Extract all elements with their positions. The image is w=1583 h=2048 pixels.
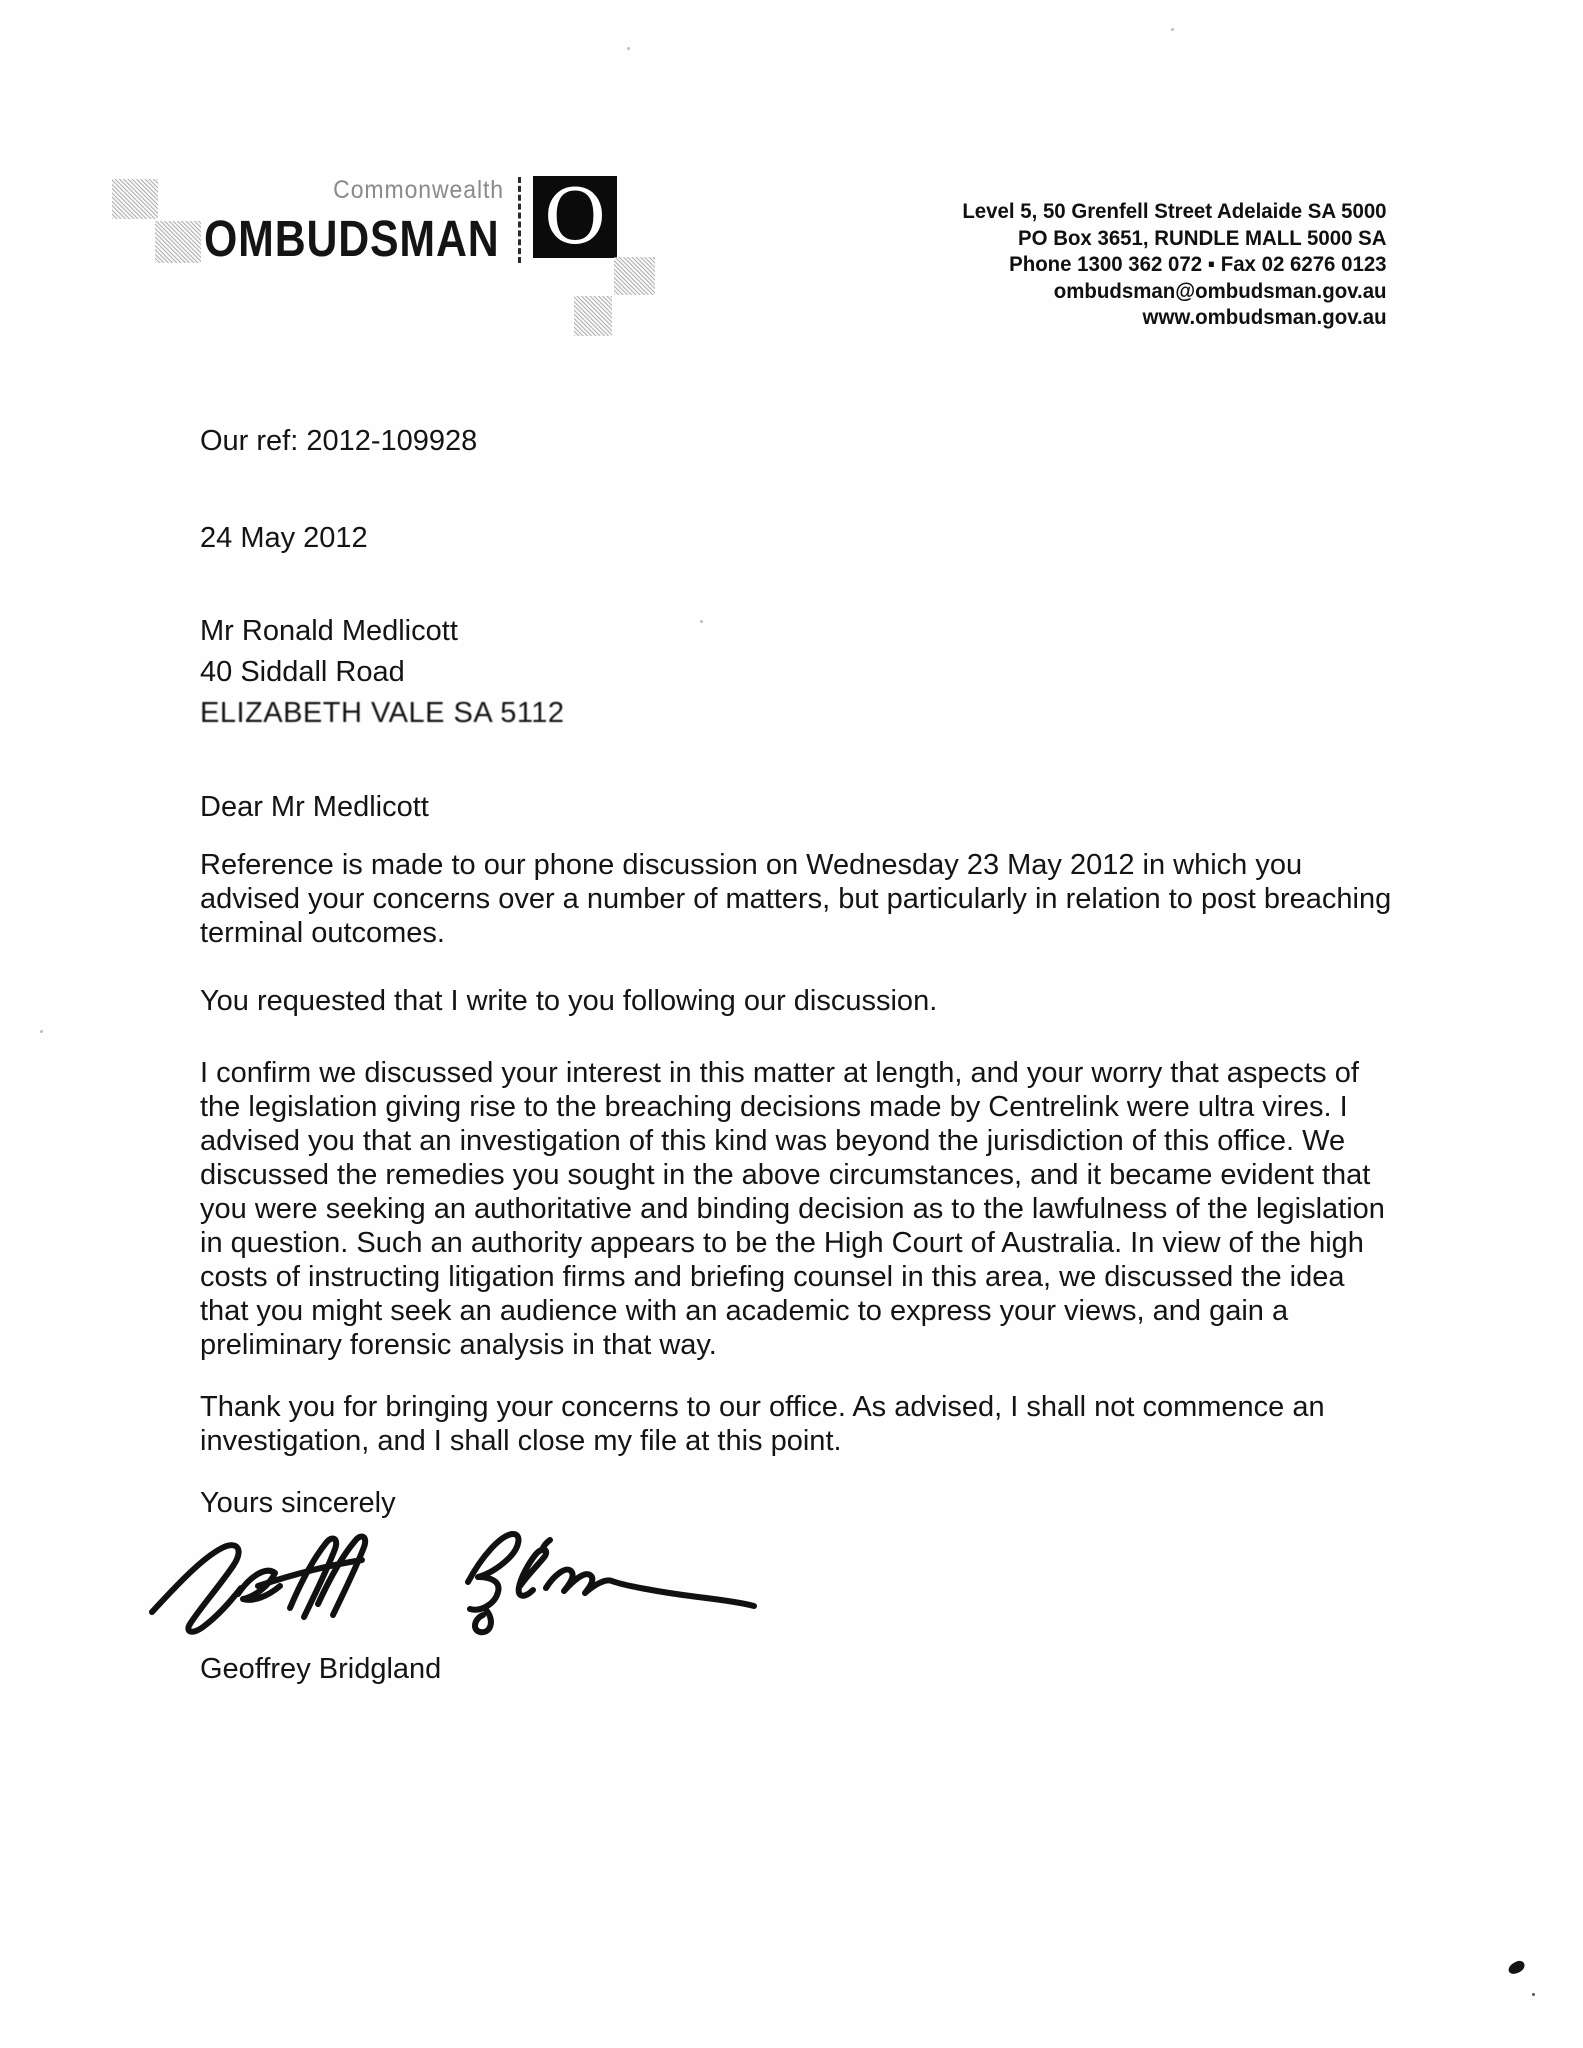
- text-line: Thank you for bringing your concerns to our office. As advised, I shall not commence an: [200, 1391, 1325, 1423]
- text-line: discussed the remedies you sought in the above circumstances, and it became evident that: [200, 1159, 1371, 1191]
- text-line: ELIZABETH VALE SA 5112: [200, 697, 565, 729]
- text-line: Mr Ronald Medlicott: [200, 615, 458, 647]
- logo-letter: O: [543, 172, 607, 261]
- text-line: ombudsman@ombudsman.gov.au: [1054, 278, 1387, 303]
- scan-speck: [40, 1030, 43, 1033]
- text-line: Reference is made to our phone discussion on Wednesday 23 May 2012 in which you: [200, 849, 1303, 881]
- closing-phrase: Yours sincerely: [200, 1487, 396, 1519]
- text-line: that you might seek an audience with an academic to express your views, and gain a: [200, 1295, 1289, 1327]
- text-line: preliminary forensic analysis in that way.: [200, 1329, 717, 1361]
- paragraph-3: [200, 1056, 1385, 1362]
- ombudsman-logo-icon: [533, 172, 617, 261]
- text-line: the legislation giving rise to the breaching decisions made by Centrelink were ultra vires. I: [200, 1091, 1348, 1123]
- text-line: advised you that an investigation of this kind was beyond the jurisdiction of this office. We: [200, 1125, 1346, 1157]
- dither-square-icon: [155, 221, 201, 263]
- brand-separator: [518, 177, 521, 263]
- text-line: you were seeking an authoritative and binding decision as to the lawfulness of the legislation: [200, 1193, 1385, 1225]
- text-line: 40 Siddall Road: [200, 656, 405, 688]
- text-line: I confirm we discussed your interest in this matter at length, and your worry that aspects of: [200, 1057, 1359, 1089]
- scan-speck: [1171, 28, 1174, 31]
- scan-speck: [700, 620, 703, 623]
- brand-commonwealth: Commonwealth: [333, 176, 504, 204]
- letterhead-contact-block: [963, 198, 1387, 331]
- text-line: PO Box 3651, RUNDLE MALL 5000 SA: [1018, 225, 1387, 250]
- text-line: You requested that I write to you following our discussion.: [200, 985, 938, 1017]
- recipient-address: [200, 611, 565, 734]
- ink-speck: [1532, 1993, 1535, 1996]
- text-line: Phone 1300 362 072 ▪ Fax 02 6276 0123: [1009, 252, 1387, 276]
- dither-square-icon: [574, 296, 612, 336]
- handwritten-signature: [138, 1520, 768, 1650]
- salutation: Dear Mr Medlicott: [200, 791, 429, 823]
- dither-square-icon: [614, 257, 655, 295]
- text-line: www.ombudsman.gov.au: [1143, 305, 1387, 329]
- scan-speck: [627, 47, 630, 50]
- text-line: terminal outcomes.: [200, 917, 445, 949]
- brand-ombudsman: OMBUDSMAN: [204, 210, 500, 267]
- text-line: costs of instructing litigation firms and briefing counsel in this area, we discussed the idea: [200, 1261, 1345, 1293]
- text-line: investigation, and I shall close my file at this point.: [200, 1425, 842, 1457]
- letter-date: 24 May 2012: [200, 522, 368, 554]
- reference-number: Our ref: 2012-109928: [200, 425, 478, 457]
- paragraph-4: [200, 1390, 1325, 1458]
- signatory-name: Geoffrey Bridgland: [200, 1653, 442, 1685]
- paragraph-2: [200, 984, 937, 1018]
- text-line: in question. Such an authority appears to be the High Court of Australia. In view of the high: [200, 1227, 1364, 1259]
- text-line: advised your concerns over a number of matters, but particularly in relation to post breaching: [200, 883, 1392, 915]
- text-line: Level 5, 50 Grenfell Street Adelaide SA 5000: [962, 199, 1387, 223]
- ink-blot: [1507, 1959, 1527, 1976]
- paragraph-1: [200, 848, 1391, 950]
